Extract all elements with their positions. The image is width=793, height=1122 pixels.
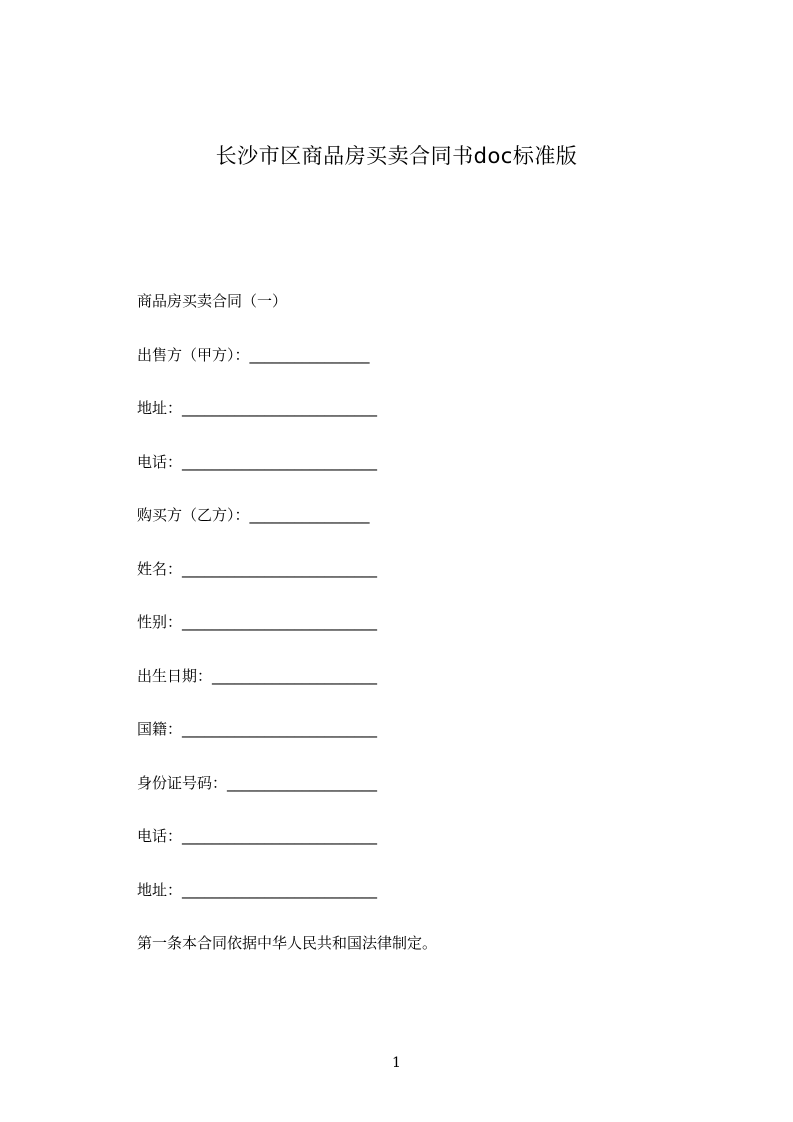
document-title: 长沙市区商品房买卖合同书doc标准版 [215,144,578,168]
article-one-text: 第一条本合同依据中华人民共和国法律制定。 [137,934,438,952]
page-number: 1 [392,1055,401,1071]
buyer-birthdate-field: 出生日期：______________________ [137,667,378,685]
buyer-gender-field: 性别：__________________________ [137,613,378,631]
buyer-nationality-field: 国籍：__________________________ [137,720,378,738]
buyer-id-number-field: 身份证号码：____________________ [137,774,378,792]
contract-heading: 商品房买卖合同（一） [137,292,288,310]
seller-address-field: 地址：__________________________ [137,399,378,417]
seller-field: 出售方（甲方）：________________ [137,346,370,364]
buyer-name-field: 姓名：__________________________ [137,560,378,578]
seller-phone-field: 电话：__________________________ [137,453,378,471]
buyer-phone-field: 电话：__________________________ [137,827,378,845]
buyer-field: 购买方（乙方）：________________ [137,506,370,524]
buyer-address-field: 地址：__________________________ [137,881,378,899]
